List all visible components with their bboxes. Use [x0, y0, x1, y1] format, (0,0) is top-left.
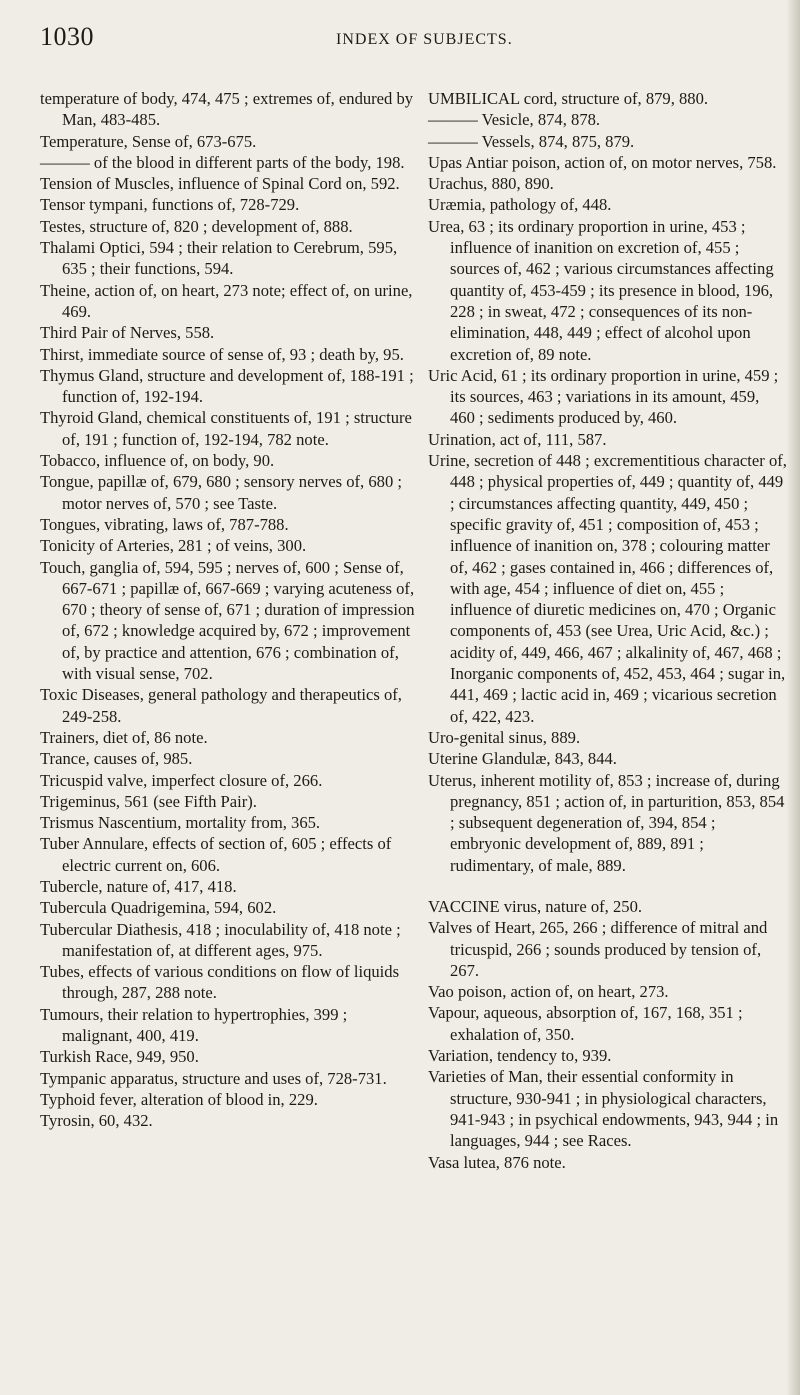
index-entry: Thirst, immediate source of sense of, 93 ; death by, 95. [40, 344, 404, 364]
index-entry: Tympanic apparatus, structure and uses of, 728-731. [40, 1068, 387, 1088]
index-entry: ——— Vessels, 874, 875, 879. [428, 131, 635, 151]
index-entry: Uræmia, pathology of, 448. [428, 195, 612, 215]
index-entry: Thalami Optici, 594 ; their relation to Cerebrum, 595, 635 ; their functions, 594. [40, 238, 398, 279]
index-entry: Tension of Muscles, influence of Spinal Cord on, 592. [40, 174, 400, 194]
right-column [428, 88, 788, 1173]
index-entry: Varieties of Man, their essential conformity in structure, 930-941 ; in physiological characters, 941-943 ; in psychical endowments, 943, 944 ; in languages, 944 ; see Races. [428, 1067, 779, 1151]
index-entry: Tricuspid valve, imperfect closure of, 266. [40, 770, 323, 790]
index-entry: Toxic Diseases, general pathology and therapeutics of, 249-258. [40, 685, 402, 726]
index-entry: Tongues, vibrating, laws of, 787-788. [40, 514, 289, 534]
index-entry: Trance, causes of, 985. [40, 749, 193, 769]
index-entry: Tubercula Quadrigemina, 594, 602. [40, 898, 277, 918]
index-entry: temperature of body, 474, 475 ; extremes of, endured by Man, 483-485. [40, 89, 414, 130]
running-header [0, 22, 800, 52]
index-entry: Touch, ganglia of, 594, 595 ; nerves of, 600 ; Sense of, 667-671 ; papillæ of, 667-669 ; varying acuteness of, 670 ; theory of sense of, 671 ; duration of impression of, 672 ; knowledge acquired by, 672 ; improvement of, by practice and attention, 676 ; combination of, with visual sense, 702. [40, 557, 415, 684]
index-entry: Uterus, inherent motility of, 853 ; increase of, during pregnancy, 851 ; action of, in parturition, 853, 854 ; subsequent degeneration of, 394, 854 ; embryonic development of, 889, 891 ; rudimentary, of male, 889. [428, 770, 785, 875]
index-entry: Typhoid fever, alteration of blood in, 229. [40, 1089, 318, 1109]
index-entry: Upas Antiar poison, action of, on motor nerves, 758. [428, 152, 777, 172]
page-number: 1030 [40, 22, 94, 51]
index-entry: ——— Vesicle, 874, 878. [428, 110, 601, 130]
index-entry: Trainers, diet of, 86 note. [40, 727, 208, 747]
index-entry: Temperature, Sense of, 673-675. [40, 131, 257, 151]
index-entry: UMBILICAL cord, structure of, 879, 880. [428, 89, 709, 108]
index-entry: Tongue, papillæ of, 679, 680 ; sensory nerves of, 680 ; motor nerves of, 570 ; see Taste. [40, 472, 403, 513]
index-entry: Trigeminus, 561 (see Fifth Pair). [40, 791, 257, 811]
index-entry: Valves of Heart, 265, 266 ; difference of mitral and tricuspid, 266 ; sounds produced by tension of, 267. [428, 918, 768, 980]
index-entry: Urea, 63 ; its ordinary proportion in urine, 453 ; influence of inanition on excretion of, 455 ; sources of, 462 ; various circumstances affecting quantity of, 453-459 ; its presence in blood, 196, 228 ; in sweat, 472 ; consequences of its non-elimination, 448, 449 ; effect of alcohol upon excretion of, 89 note. [428, 216, 774, 364]
index-entry: Third Pair of Nerves, 558. [40, 323, 215, 343]
index-entry: Turkish Race, 949, 950. [40, 1047, 199, 1067]
index-entry: Urachus, 880, 890. [428, 174, 554, 194]
index-entry: Uro-genital sinus, 889. [428, 727, 581, 747]
index-entry: Tensor tympani, functions of, 728-729. [40, 195, 300, 215]
index-entry: Trismus Nascentium, mortality from, 365. [40, 813, 321, 833]
index-entry: Tubes, effects of various conditions on flow of liquids through, 287, 288 note. [40, 962, 400, 1003]
index-entry: Thymus Gland, structure and development of, 188-191 ; function of, 192-194. [40, 365, 414, 407]
index-entry: Tubercular Diathesis, 418 ; inoculability of, 418 note ; manifestation of, at different ages, 975. [40, 919, 401, 960]
index-entry: Testes, structure of, 820 ; development of, 888. [40, 216, 353, 236]
index-entry: Theine, action of, on heart, 273 note; effect of, on urine, 469. [40, 280, 413, 321]
running-title: INDEX OF SUBJECTS. [336, 31, 513, 48]
index-entry: Urination, act of, 111, 587. [428, 429, 607, 449]
section-gap [428, 876, 788, 896]
index-entry: Tonicity of Arteries, 281 ; of veins, 300. [40, 536, 307, 556]
left-column [40, 88, 418, 1132]
index-entry: Tobacco, influence of, on body, 90. [40, 451, 275, 471]
index-entry: Tumours, their relation to hypertrophies, 399 ; malignant, 400, 419. [40, 1004, 348, 1046]
index-entry: Uric Acid, 61 ; its ordinary proportion in urine, 459 ; its sources, 463 ; variations in its amount, 459, 460 ; sediments produced by, 460. [428, 365, 779, 428]
index-entry: Vao poison, action of, on heart, 273. [428, 982, 669, 1002]
index-entry: Variation, tendency to, 939. [428, 1046, 612, 1066]
index-entry: Tubercle, nature of, 417, 418. [40, 876, 237, 896]
index-entry: Thyroid Gland, chemical constituents of, 191 ; structure of, 191 ; function of, 192-194, 782 note. [40, 408, 412, 449]
index-entry: Tuber Annulare, effects of section of, 605 ; effects of electric current on, 606. [40, 834, 392, 875]
page-edge [786, 0, 800, 1395]
index-entry: VACCINE virus, nature of, 250. [428, 896, 643, 916]
index-entry: ——— of the blood in different parts of the body, 198. [40, 152, 405, 172]
index-entry: Vasa lutea, 876 note. [428, 1152, 566, 1172]
index-entry: Uterine Glandulæ, 843, 844. [428, 749, 617, 769]
index-entry: Vapour, aqueous, absorption of, 167, 168, 351 ; exhalation of, 350. [428, 1003, 743, 1044]
index-entry: Tyrosin, 60, 432. [40, 1111, 153, 1131]
index-entry: Urine, secretion of 448 ; excrementitious character of, 448 ; physical properties of, 449 ; quantity of, 449 ; circumstances affecting quantity, 449, 450 ; specific gravity of, 451 ; composition of, 453 ; influence of inanition on, 378 ; colouring matter of, 462 ; gases contained in, 466 ; differences of, with age, 454 ; influence of diet on, 455 ; influence of diuretic medicines on, 470 ; Organic components of, 453 (see Urea, Uric Acid, &c.) ; acidity of, 449, 466, 467 ; alkalinity of, 467, 468 ; Inorganic components of, 452, 453, 464 ; sugar in, 441, 469 ; lactic acid in, 469 ; vicarious secretion of, 422, 423. [428, 451, 787, 726]
